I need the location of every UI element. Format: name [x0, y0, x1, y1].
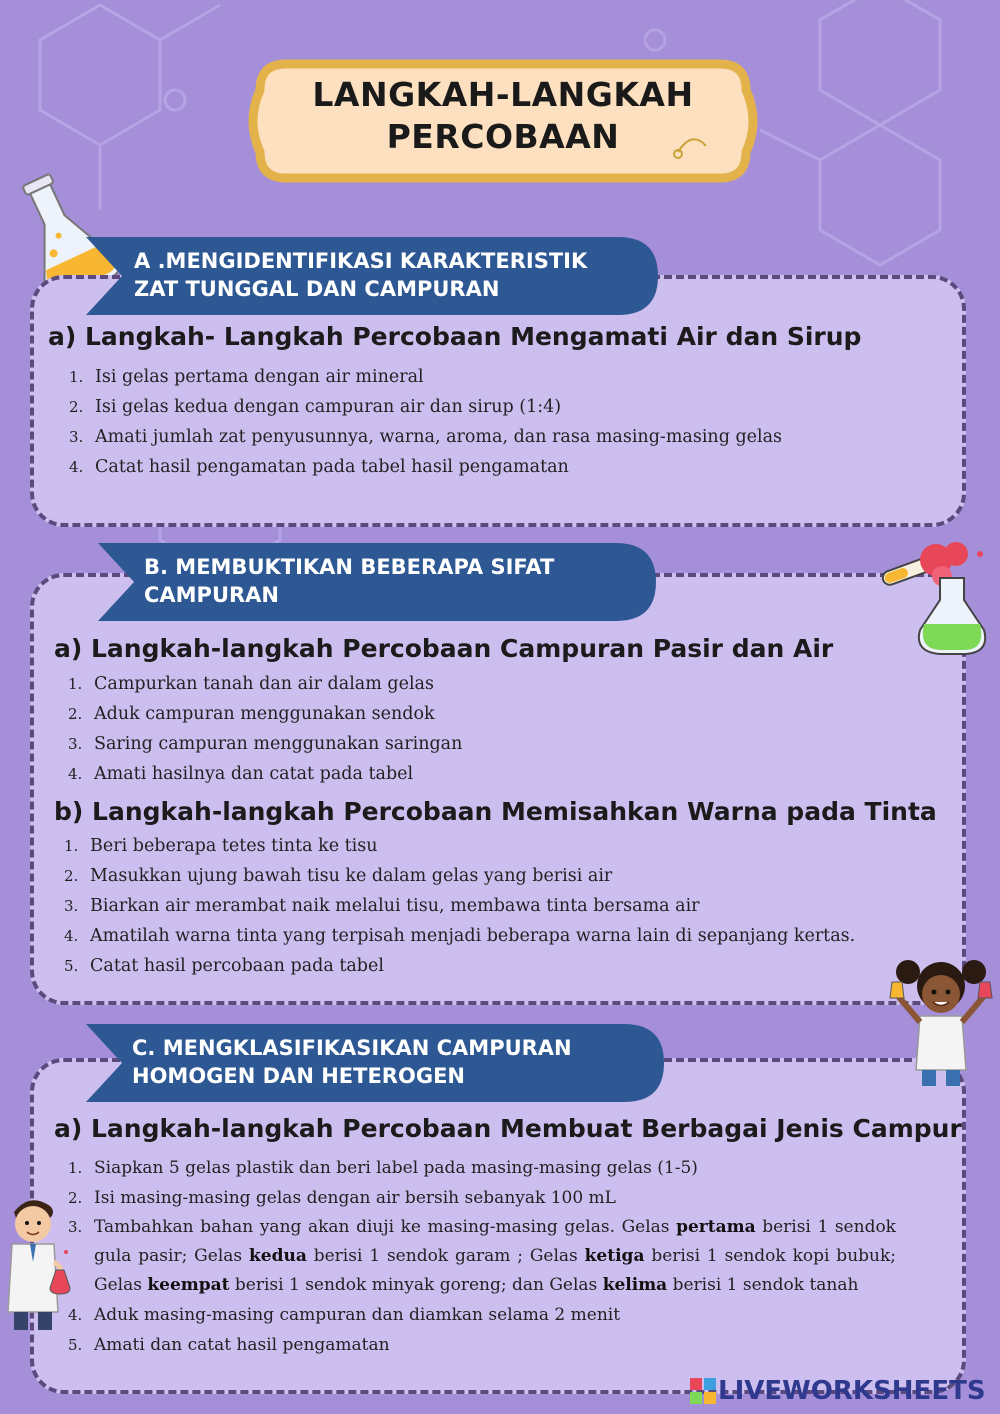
section-c-steps — [68, 1153, 900, 1360]
section-a-subtitle-a: a) Langkah- Langkah Percobaan Mengamati Air dan Sirup — [48, 322, 862, 351]
liveworksheets-logo-mark-icon — [690, 1378, 716, 1404]
list-item: 4. Amatilah warna tinta yang terpisah menjadi beberapa warna lain di sepanjang kertas. — [64, 926, 856, 946]
section-c-heading-line2: HOMOGEN DAN HETEROGEN — [132, 1064, 465, 1088]
list-item: 3. Saring campuran menggunakan saringan — [68, 734, 463, 754]
section-b-heading-line1: B. MEMBUKTIKAN BEBERAPA SIFAT — [144, 555, 555, 579]
list-item: 1. Beri beberapa tetes tinta ke tisu — [64, 836, 378, 856]
list-item: 3. Biarkan air merambat naik melalui tisu, membawa tinta bersama air — [64, 896, 700, 916]
list-item: 3. Amati jumlah zat penyusunnya, warna, aroma, dan rasa masing-masing gelas — [69, 427, 783, 447]
section-c-heading — [86, 1024, 664, 1102]
page-title — [246, 74, 760, 158]
list-item: 2. Masukkan ujung bawah tisu ke dalam gelas yang berisi air — [64, 866, 613, 886]
boy-scientist-illustration — [0, 1192, 74, 1342]
section-b-steps-b — [64, 831, 950, 981]
list-item: 4. Amati hasilnya dan catat pada tabel — [68, 764, 414, 784]
page-title-line2: PERCOBAAN — [386, 117, 620, 156]
list-item: 2. Aduk campuran menggunakan sendok — [68, 704, 435, 724]
list-item: 2. Isi masing-masing gelas dengan air bersih sebanyak 100 mL — [68, 1188, 616, 1208]
list-item: 1. Siapkan 5 gelas plastik dan beri label pada masing-masing gelas (1-5) — [68, 1158, 698, 1178]
section-b-subtitle-a: a) Langkah-langkah Percobaan Campuran Pasir dan Air — [54, 634, 834, 663]
section-c-heading-line1: C. MENGKLASIFIKASIKAN CAMPURAN — [132, 1036, 572, 1060]
list-item: 1. Isi gelas pertama dengan air mineral — [69, 367, 424, 387]
section-b-heading-line2: CAMPURAN — [144, 583, 280, 607]
section-c-subtitle-a: a) Langkah-langkah Percobaan Membuat Berbagai Jenis Campur — [54, 1114, 962, 1143]
section-b-steps-a — [68, 669, 934, 789]
girl-scientist-illustration — [886, 952, 996, 1094]
section-b-heading — [98, 543, 656, 621]
section-a-steps — [69, 362, 935, 482]
liveworksheets-logo-text: LIVEWORKSHEETS — [718, 1376, 986, 1406]
section-a-heading — [86, 237, 658, 315]
section-a-heading-line2: ZAT TUNGGAL DAN CAMPURAN — [134, 277, 500, 301]
page-title-line1: LANGKAH-LANGKAH — [312, 75, 694, 114]
green-flask-icon — [880, 540, 998, 660]
list-item: 2. Isi gelas kedua dengan campuran air dan sirup (1:4) — [69, 397, 562, 417]
section-a-heading-line1: A .MENGIDENTIFIKASI KARAKTERISTIK — [134, 249, 588, 273]
list-item: 5. Catat hasil percobaan pada tabel — [64, 956, 384, 976]
list-item: 5. Amati dan catat hasil pengamatan — [68, 1335, 390, 1355]
liveworksheets-logo — [690, 1376, 986, 1406]
list-item: 3. Tambahkan bahan yang akan diuji ke masing-masing gelas. Gelas pertama berisi 1 sendok gula pasir; Gelas kedua berisi 1 sendok garam ; Gelas ketiga berisi 1 sendok kopi bubuk; Gelas keempat berisi 1 sendok minyak goreng; dan Gelas kelima berisi 1 sendok tanah — [68, 1217, 897, 1295]
list-item: 4. Aduk masing-masing campuran dan diamkan selama 2 menit — [68, 1305, 621, 1325]
title-plate — [246, 56, 760, 186]
section-b-subtitle-b: b) Langkah-langkah Percobaan Memisahkan Warna pada Tinta — [54, 797, 937, 826]
list-item: 1. Campurkan tanah dan air dalam gelas — [68, 674, 434, 694]
list-item: 4. Catat hasil pengamatan pada tabel hasil pengamatan — [69, 457, 569, 477]
